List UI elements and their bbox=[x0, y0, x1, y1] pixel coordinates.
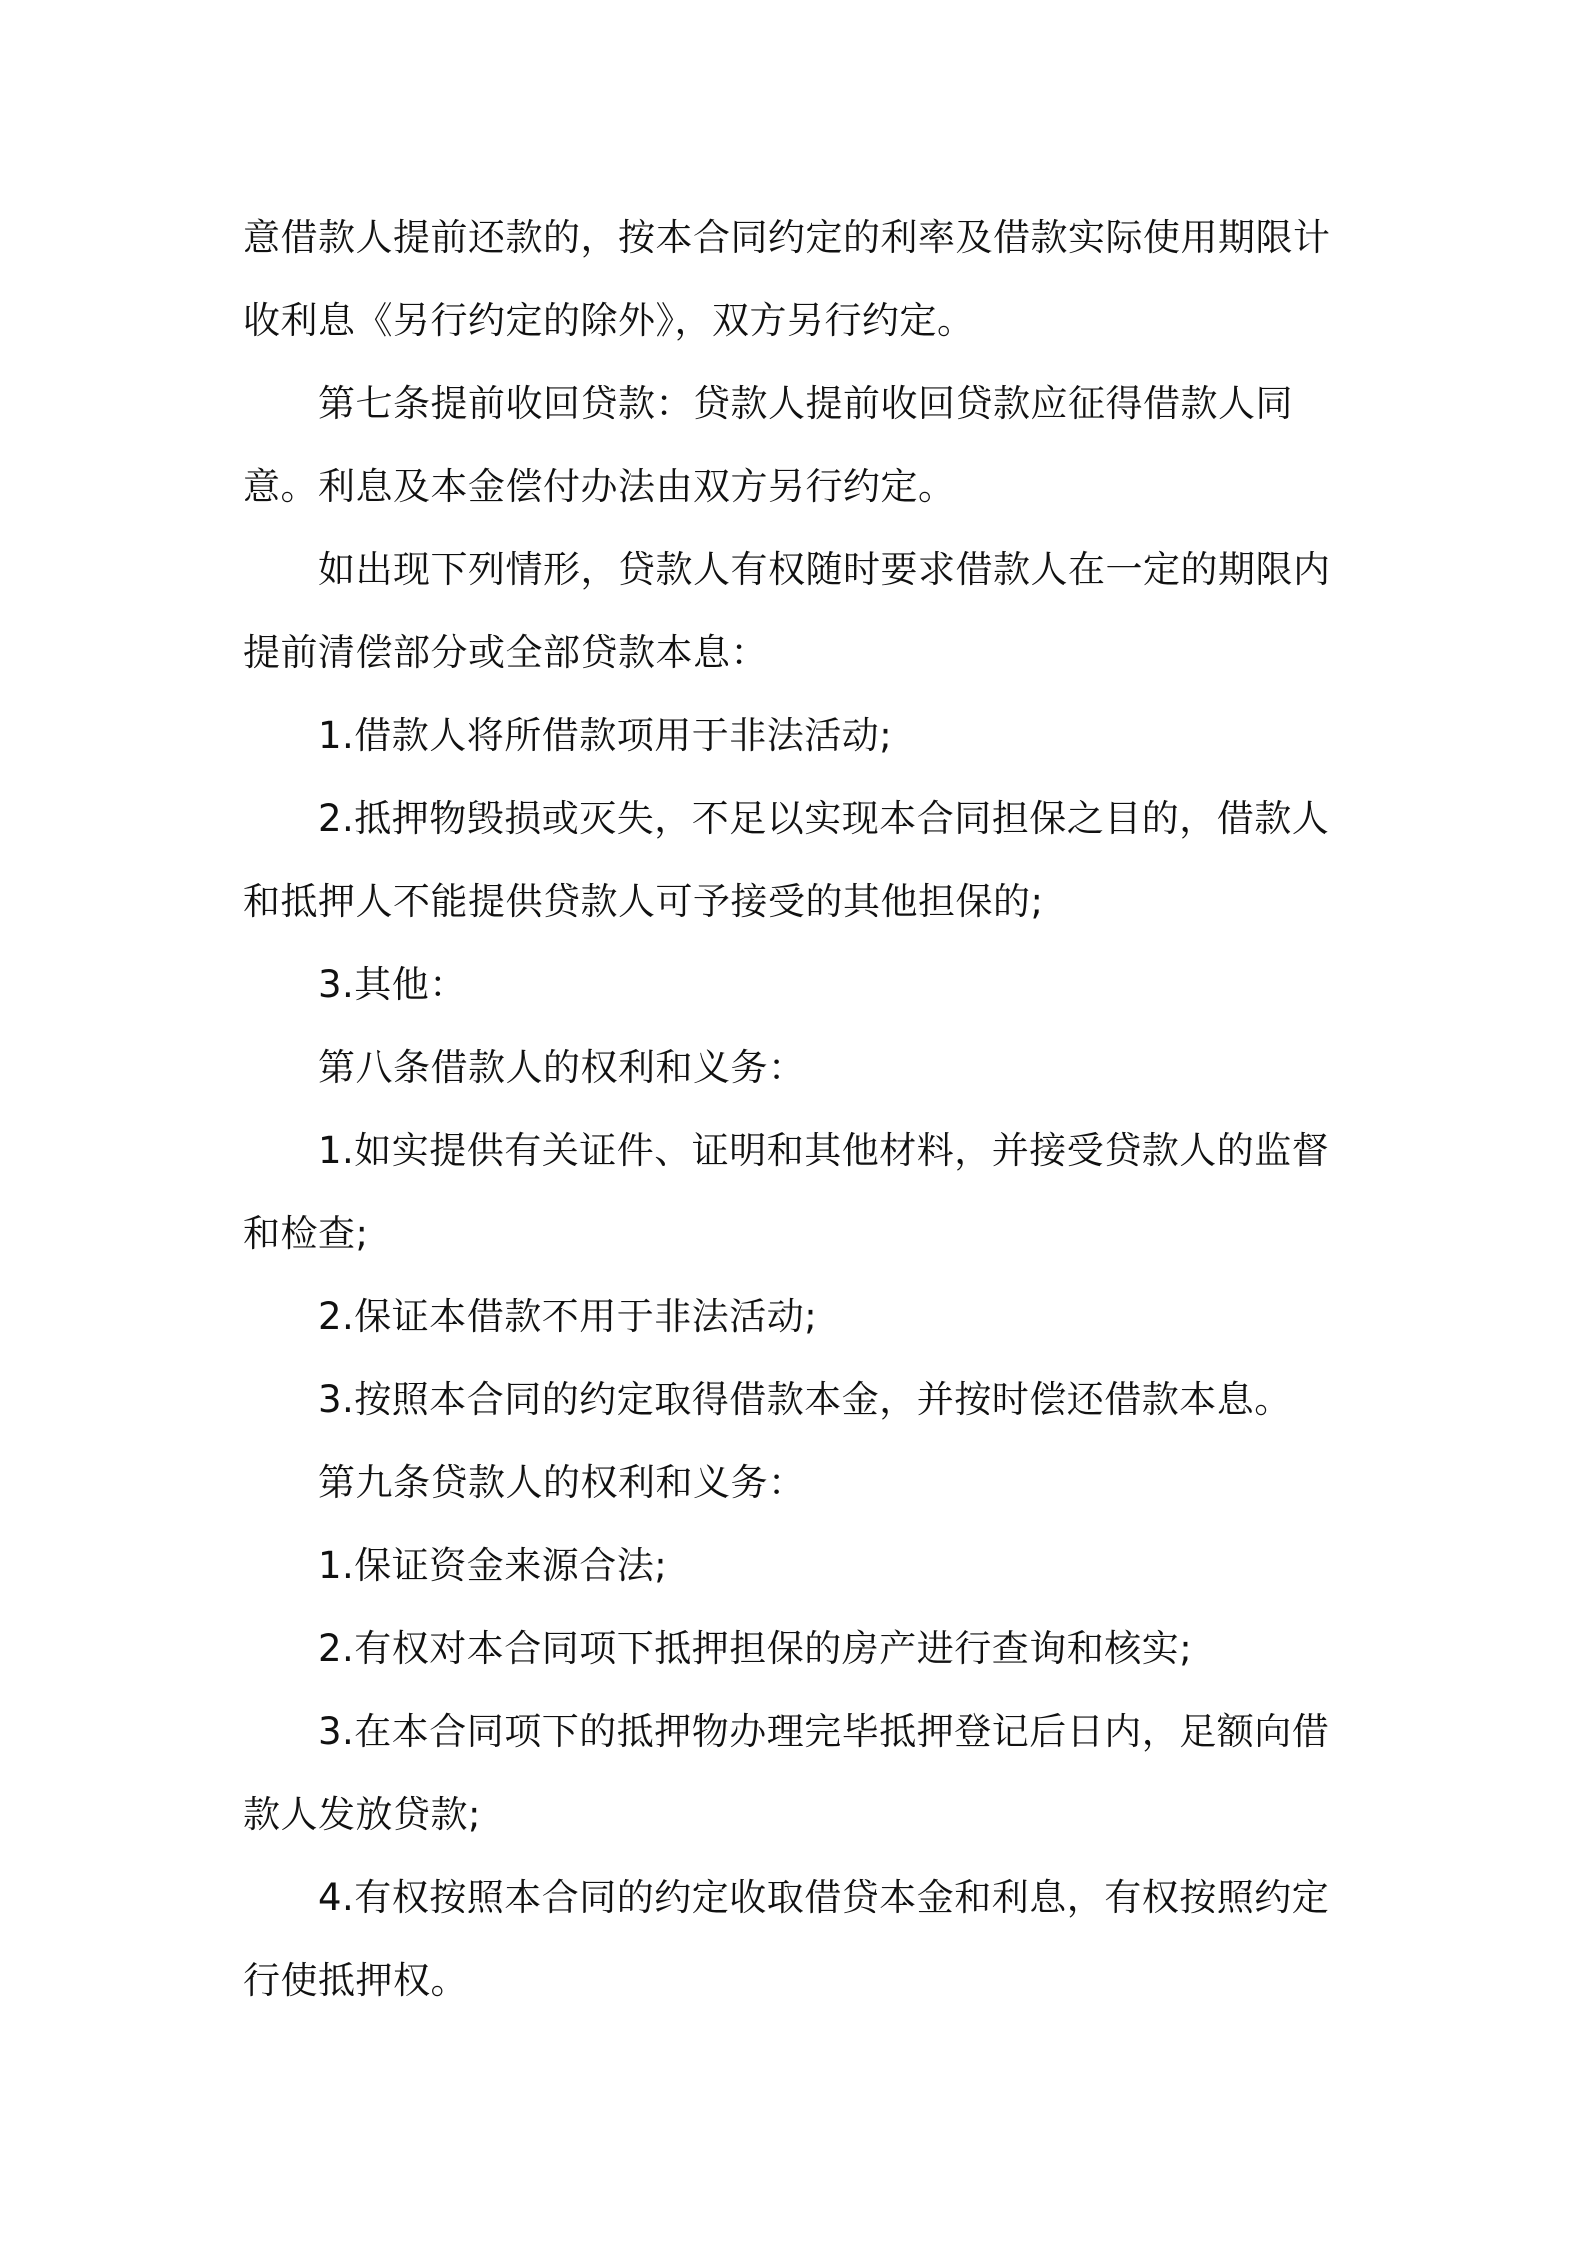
document-body bbox=[243, 196, 1361, 2022]
heading-article-9-lender-rights: 第九条贷款人的权利和义务： bbox=[318, 1461, 806, 1504]
paragraph-early-repayment-conditions: 如出现下列情形，贷款人有权随时要求借款人在一定的期限内提前清偿部分或全部贷款本息： bbox=[243, 548, 1331, 674]
list-item-repay-on-time: 3.按照本合同的约定取得借款本金，并按时偿还借款本息。 bbox=[318, 1378, 1292, 1421]
list-item-collect-principal-interest: 4.有权按照本合同的约定收取借贷本金和利息，有权按照约定行使抵押权。 bbox=[243, 1876, 1330, 2002]
list-item-provide-documents: 1.如实提供有关证件、证明和其他材料，并接受贷款人的监督和检查; bbox=[243, 1129, 1330, 1255]
paragraph-article-7-early-recall: 第七条提前收回贷款：贷款人提前收回贷款应征得借款人同意。利息及本金偿付办法由双方另行约定。 bbox=[243, 382, 1293, 508]
list-item-no-illegal-activity: 2.保证本借款不用于非法活动; bbox=[318, 1295, 818, 1338]
list-item-collateral-damage: 2.抵押物毁损或灭失，不足以实现本合同担保之目的，借款人和抵押人不能提供贷款人可予接受的其他担保的; bbox=[243, 797, 1330, 923]
list-item-illegal-use: 1.借款人将所借款项用于非法活动; bbox=[318, 714, 893, 757]
list-item-disburse-loan: 3.在本合同项下的抵押物办理完毕抵押登记后日内，足额向借款人发放贷款; bbox=[243, 1710, 1330, 1836]
list-item-legal-funds: 1.保证资金来源合法; bbox=[318, 1544, 668, 1587]
paragraph-continuation-interest: 意借款人提前还款的，按本合同约定的利率及借款实际使用期限计收利息《另行约定的除外》，双方另行约定。 bbox=[243, 216, 1331, 342]
heading-article-8-borrower-rights: 第八条借款人的权利和义务： bbox=[318, 1046, 806, 1089]
list-item-verify-property: 2.有权对本合同项下抵押担保的房产进行查询和核实; bbox=[318, 1627, 1193, 1670]
list-item-other: 3.其他： bbox=[318, 963, 467, 1006]
